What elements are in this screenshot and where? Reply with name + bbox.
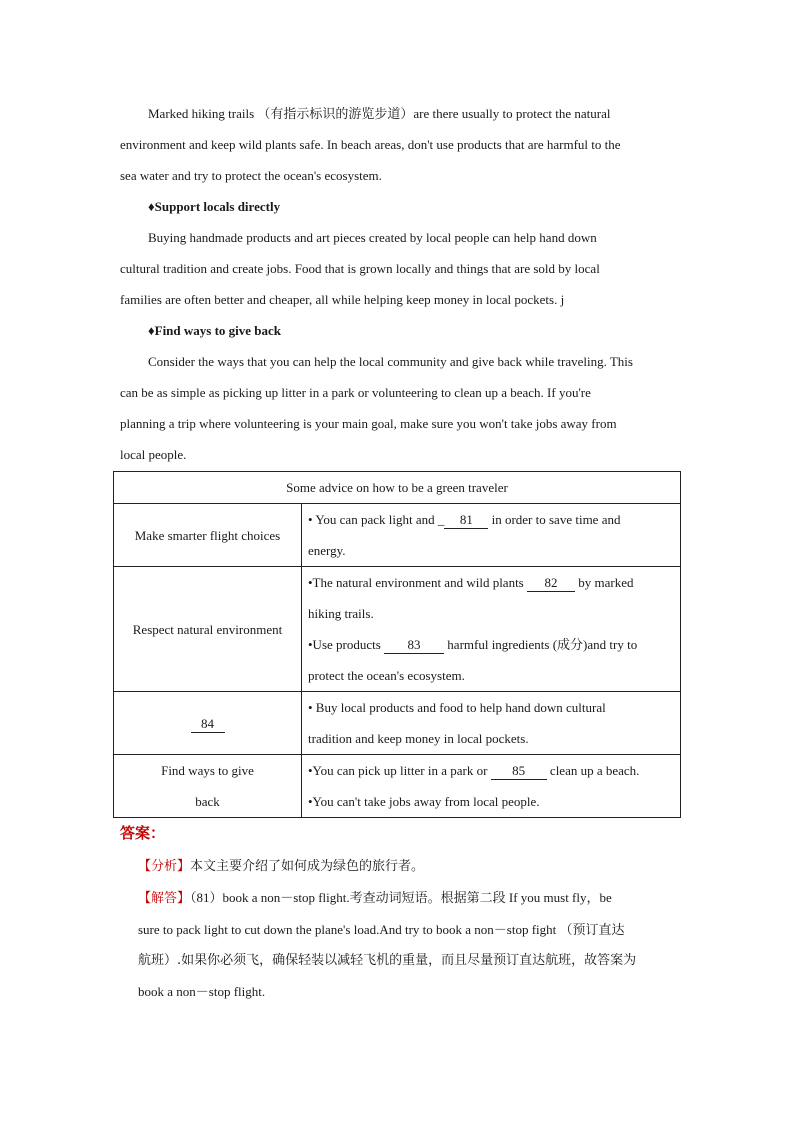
paragraph-line: Consider the ways that you can help the local community and give back while traveling. This <box>148 354 633 369</box>
table-row <box>114 504 681 567</box>
table-cell-category: Respect natural environment <box>114 567 302 692</box>
paragraph-line: planning a trip where volunteering is your main goal, make sure you won't take jobs away from <box>120 416 617 431</box>
answer-blank-83: 83 <box>384 637 444 654</box>
solution-line: book a non－stop flight. <box>138 984 266 999</box>
paragraph-line: Buying handmade products and art pieces created by local people can help hand down <box>148 230 597 245</box>
table-cell-details: •The natural environment and wild plants 82 by marked hiking trails. •Use products 83 harmful ingredients (成分)and try to protect the ocean's ecosystem. <box>302 567 681 692</box>
solution-line: sure to pack light to cut down the plane's load.And try to book a non－stop fight （预订直达 <box>138 922 625 937</box>
table-cell-category: Make smarter flight choices <box>114 504 302 567</box>
analysis-line <box>120 850 680 882</box>
answer-section <box>120 822 680 1007</box>
paragraph-line: can be as simple as picking up litter in a park or volunteering to clean up a beach. If you're <box>120 385 591 400</box>
table-row <box>114 567 681 692</box>
table-cell-category: Find ways to give back <box>114 755 302 818</box>
paragraph-line: cultural tradition and create jobs. Food that is grown locally and things that are sold by local <box>120 261 600 276</box>
table-row <box>114 755 681 818</box>
paragraph-line: environment and keep wild plants safe. In beach areas, don't use products that are harmful to the <box>120 137 621 152</box>
paragraph-line: sea water and try to protect the ocean's ecosystem. <box>120 168 382 183</box>
table-row <box>114 472 681 504</box>
solution-text: （81）book a non－stop flight.考查动词短语。根据第二段 If you must fly，be <box>190 890 612 905</box>
advice-table <box>113 471 681 818</box>
paragraph-line: Marked hiking trails （有指示标识的游览步道）are there usually to protect the natural <box>148 106 611 121</box>
answer-blank-85: 85 <box>491 763 547 780</box>
table-cell-details: • Buy local products and food to help hand down cultural tradition and keep money in local pockets. <box>302 692 681 755</box>
table-cell-details: • You can pack light and _ 81 in order to save time and energy. <box>302 504 681 567</box>
paragraph-line: families are often better and cheaper, all while helping keep money in local pockets. j <box>120 292 565 307</box>
table-cell-details: •You can pick up litter in a park or 85 clean up a beach. •You can't take jobs away from local people. <box>302 755 681 818</box>
analysis-text: 本文主要介绍了如何成为绿色的旅行者。 <box>190 859 425 874</box>
answer-label: 答案： <box>120 824 166 842</box>
section-heading-support-locals: ♦Support locals directly <box>148 199 281 214</box>
answer-blank-81: 81 <box>444 512 488 529</box>
solution-line <box>120 882 680 914</box>
paragraph-line: local people. <box>120 447 187 462</box>
answer-blank-82: 82 <box>527 575 575 592</box>
table-row <box>114 692 681 755</box>
answer-blank-84: 84 <box>191 716 225 733</box>
section-heading-give-back: ♦Find ways to give back <box>148 323 282 338</box>
solution-line: 航班）.如果你必须飞，确保轻装以减轻飞机的重量，而且尽量预订直达航班，故答案为 <box>138 953 637 968</box>
reading-passage <box>120 98 676 470</box>
analysis-tag: 【分析】 <box>138 859 191 874</box>
table-cell-category <box>114 692 302 755</box>
table-title: Some advice on how to be a green traveler <box>114 472 681 504</box>
solution-tag: 【解答】 <box>138 891 191 906</box>
